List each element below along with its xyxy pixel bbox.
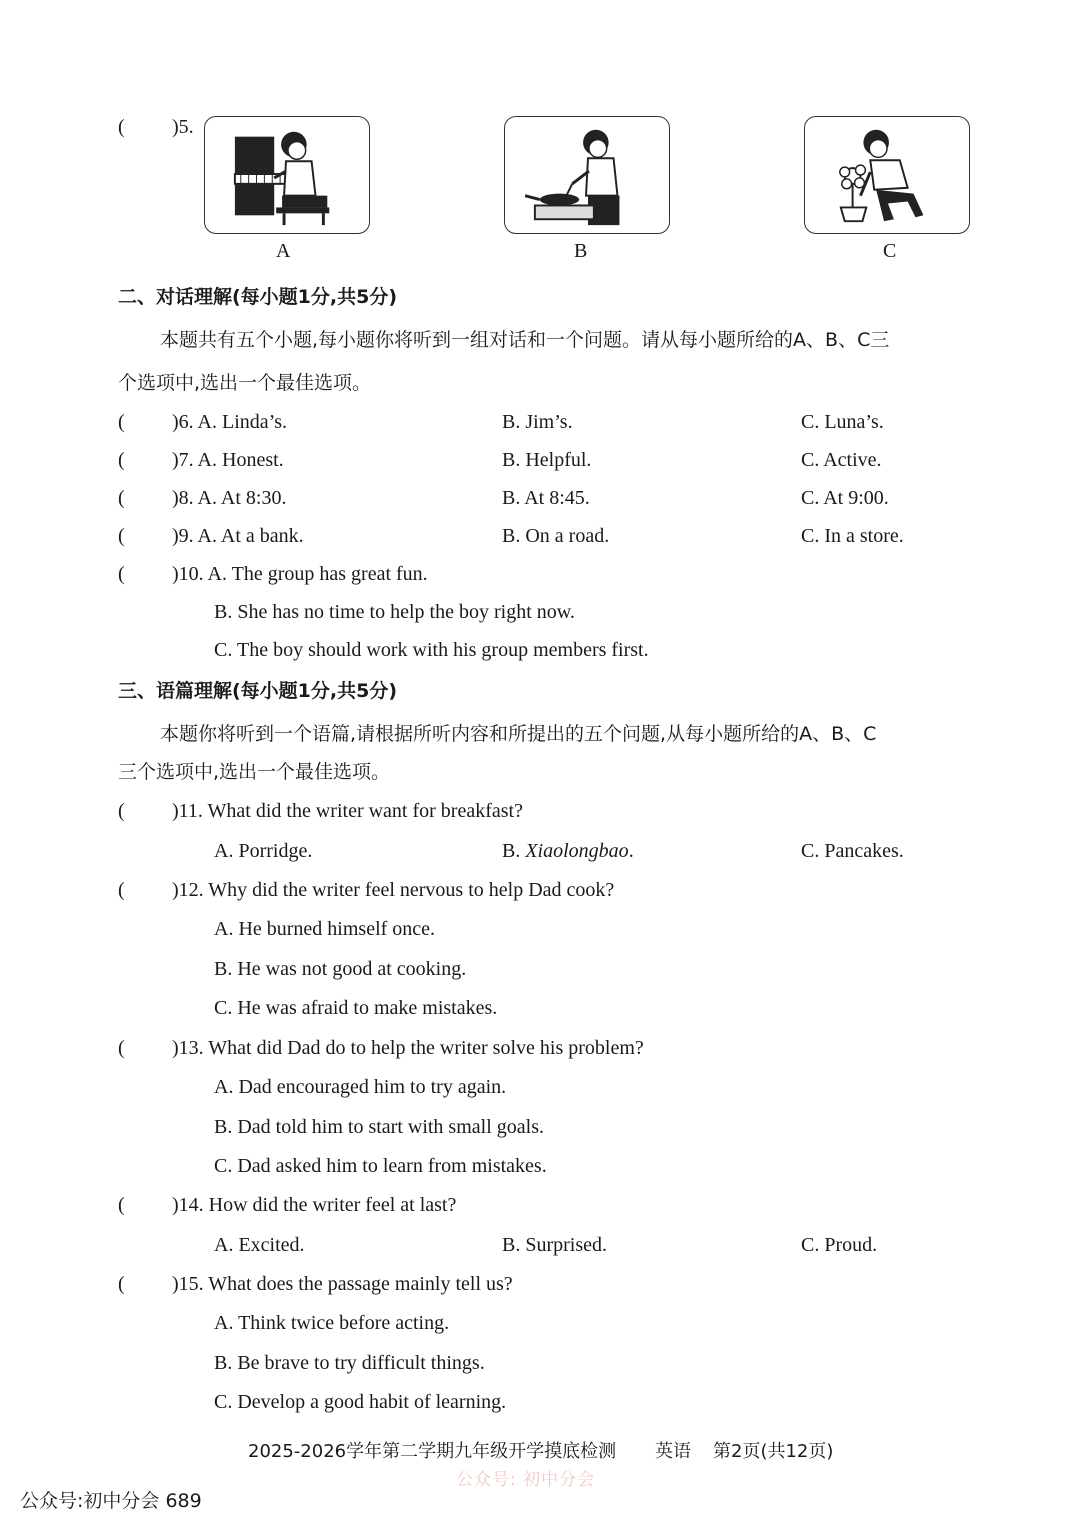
footer-exam-title: 2025-2026学年第二学期九年级开学摸底检测 bbox=[248, 1441, 617, 1462]
question-9-option-b: B. On a road. bbox=[502, 525, 610, 547]
question-10-option-c: C. The boy should work with his group members first. bbox=[214, 639, 649, 661]
answer-paren: ( bbox=[118, 487, 125, 509]
option-b-italic-word: Xiaolongbao bbox=[525, 840, 629, 862]
question-5-number: )5. bbox=[172, 116, 194, 138]
question-7-option-b: B. Helpful. bbox=[502, 449, 592, 471]
section-3-instruction: 本题你将听到一个语篇,请根据所听内容和所提出的五个问题,从每小题所给的A、B、C bbox=[160, 723, 877, 745]
piano-boy-icon bbox=[205, 117, 369, 233]
account-label: 公众号:初中分会 689 bbox=[20, 1490, 202, 1512]
answer-paren: ( bbox=[118, 563, 125, 585]
watermark: 公众号: 初中分会 bbox=[456, 1470, 596, 1490]
picture-label-b: B bbox=[574, 240, 588, 262]
answer-paren: ( bbox=[118, 411, 125, 433]
section-2-instruction: 本题共有五个小题,每小题你将听到一组对话和一个问题。请从每小题所给的A、B、C三 bbox=[160, 329, 890, 351]
question-11-option-b bbox=[502, 840, 634, 863]
question-11: )11. What did the writer want for breakfast? bbox=[172, 800, 523, 822]
question-12-option-b: B. He was not good at cooking. bbox=[214, 958, 467, 980]
section-2-instruction-cont: 个选项中,选出一个最佳选项。 bbox=[118, 372, 372, 394]
question-10: )10. A. The group has great fun. bbox=[172, 563, 428, 585]
question-14-option-a: A. Excited. bbox=[214, 1234, 305, 1256]
question-14-option-b: B. Surprised. bbox=[502, 1234, 607, 1256]
cooking-boy-icon bbox=[505, 117, 669, 233]
footer-page-number: 第2页(共12页) bbox=[713, 1441, 834, 1462]
question-15-option-b: B. Be brave to try difficult things. bbox=[214, 1352, 485, 1374]
section-3-title: 三、语篇理解(每小题1分,共5分) bbox=[118, 680, 398, 702]
question-8-option-b: B. At 8:45. bbox=[502, 487, 590, 509]
option-b-suffix: . bbox=[628, 840, 634, 862]
picture-label-c: C bbox=[883, 240, 897, 262]
answer-paren: ( bbox=[118, 1037, 125, 1059]
question-12-option-a: A. He burned himself once. bbox=[214, 918, 436, 940]
question-6-option-b: B. Jim’s. bbox=[502, 411, 573, 433]
question-15: )15. What does the passage mainly tell us? bbox=[172, 1273, 513, 1295]
answer-paren: ( bbox=[118, 1194, 125, 1216]
question-9: )9. A. At a bank. bbox=[172, 525, 304, 547]
section-2-title: 二、对话理解(每小题1分,共5分) bbox=[118, 286, 398, 308]
question-11-option-a: A. Porridge. bbox=[214, 840, 313, 862]
question-13-option-b: B. Dad told him to start with small goals. bbox=[214, 1116, 544, 1138]
question-13-option-a: A. Dad encouraged him to try again. bbox=[214, 1076, 507, 1098]
question-6-option-c: C. Luna’s. bbox=[801, 411, 884, 433]
question-8: )8. A. At 8:30. bbox=[172, 487, 287, 509]
picture-b-cooking bbox=[504, 116, 670, 234]
question-7: )7. A. Honest. bbox=[172, 449, 284, 471]
answer-paren: ( bbox=[118, 800, 125, 822]
question-15-option-a: A. Think twice before acting. bbox=[214, 1312, 450, 1334]
answer-paren: ( bbox=[118, 116, 125, 138]
question-14-option-c: C. Proud. bbox=[801, 1234, 878, 1256]
question-6: )6. A. Linda’s. bbox=[172, 411, 287, 433]
question-15-option-c: C. Develop a good habit of learning. bbox=[214, 1391, 507, 1413]
answer-paren: ( bbox=[118, 525, 125, 547]
question-8-option-c: C. At 9:00. bbox=[801, 487, 889, 509]
footer-subject: 英语 bbox=[655, 1441, 691, 1462]
picture-c-planting bbox=[804, 116, 970, 234]
answer-paren: ( bbox=[118, 879, 125, 901]
picture-label-a: A bbox=[276, 240, 291, 262]
planting-boy-icon bbox=[805, 117, 969, 233]
question-10-option-b: B. She has no time to help the boy right now. bbox=[214, 601, 575, 623]
question-13: )13. What did Dad do to help the writer solve his problem? bbox=[172, 1037, 644, 1059]
question-12-option-c: C. He was afraid to make mistakes. bbox=[214, 997, 498, 1019]
question-9-option-c: C. In a store. bbox=[801, 525, 904, 547]
answer-paren: ( bbox=[118, 449, 125, 471]
answer-paren: ( bbox=[118, 1273, 125, 1295]
option-b-prefix: B. bbox=[502, 840, 526, 862]
section-3-instruction-cont: 三个选项中,选出一个最佳选项。 bbox=[118, 761, 391, 783]
question-13-option-c: C. Dad asked him to learn from mistakes. bbox=[214, 1155, 547, 1177]
question-12: )12. Why did the writer feel nervous to help Dad cook? bbox=[172, 879, 615, 901]
question-11-option-c: C. Pancakes. bbox=[801, 840, 904, 862]
question-14: )14. How did the writer feel at last? bbox=[172, 1194, 457, 1216]
picture-a-piano bbox=[204, 116, 370, 234]
question-7-option-c: C. Active. bbox=[801, 449, 882, 471]
